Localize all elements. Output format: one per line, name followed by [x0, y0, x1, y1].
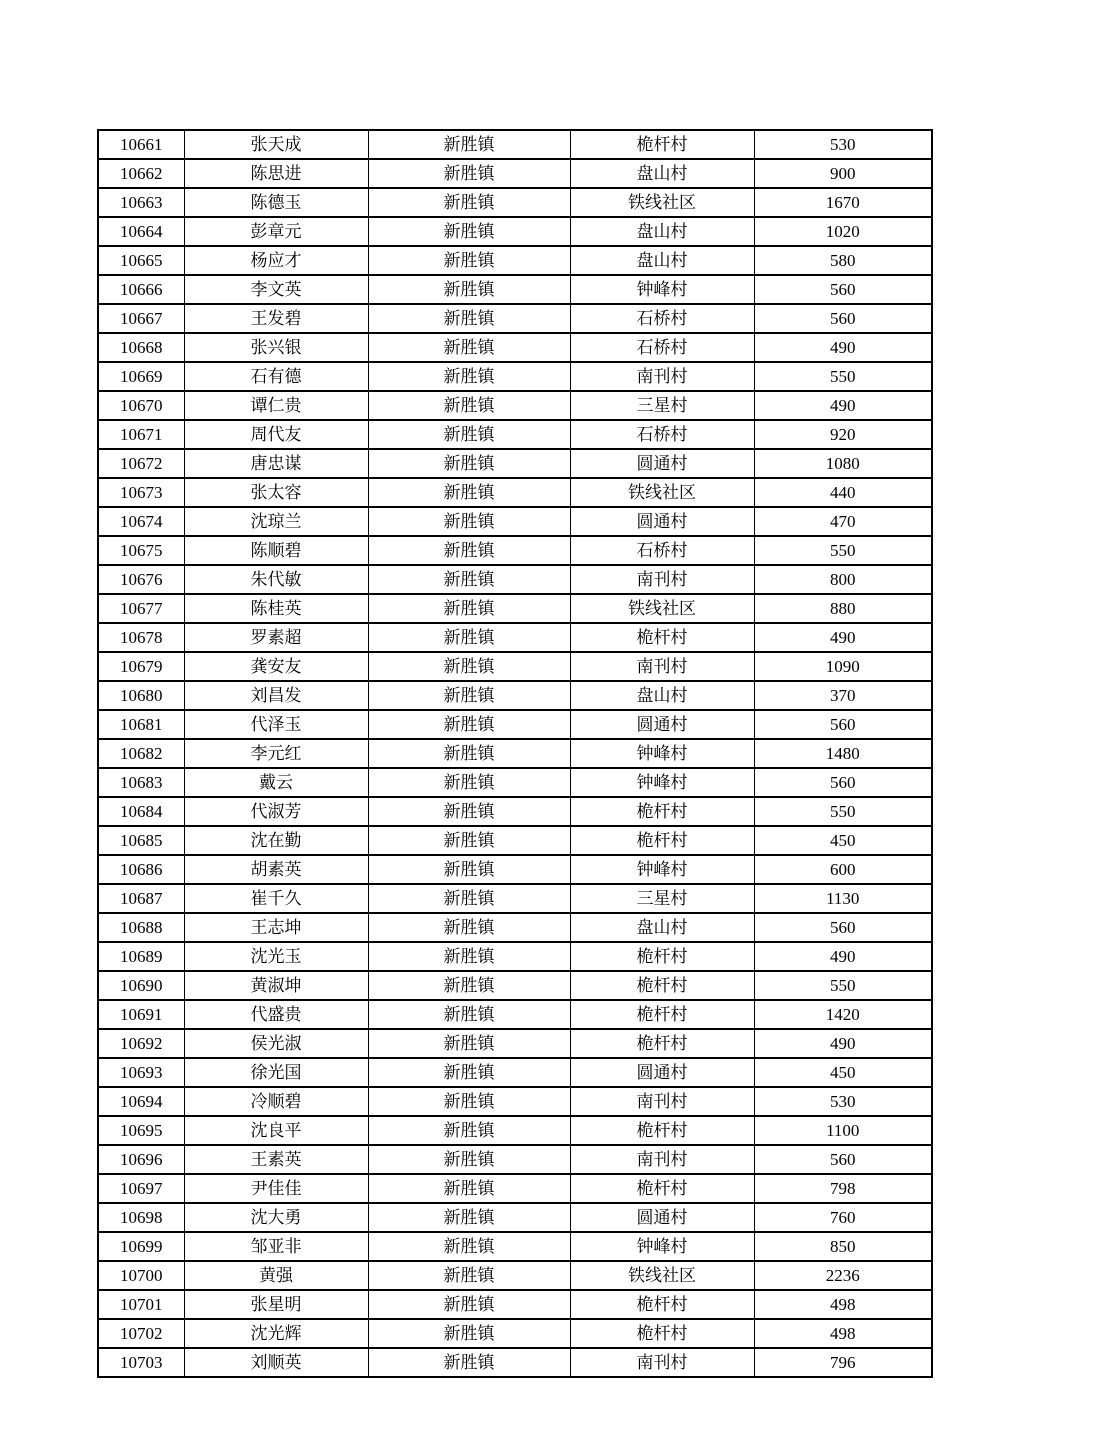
record-id-cell: 10685	[98, 826, 184, 855]
table-row	[98, 1087, 932, 1116]
table-row	[98, 739, 932, 768]
town-cell: 新胜镇	[368, 652, 570, 681]
town-cell: 新胜镇	[368, 159, 570, 188]
town-cell: 新胜镇	[368, 594, 570, 623]
village-cell: 桅杆村	[570, 1319, 754, 1348]
table-row	[98, 1174, 932, 1203]
village-cell: 钟峰村	[570, 739, 754, 768]
person-name-cell: 王素英	[184, 1145, 368, 1174]
person-name-cell: 陈德玉	[184, 188, 368, 217]
village-cell: 南刊村	[570, 362, 754, 391]
table-row	[98, 1348, 932, 1377]
table-row	[98, 710, 932, 739]
town-cell: 新胜镇	[368, 1290, 570, 1319]
table-row	[98, 130, 932, 159]
record-id-cell: 10676	[98, 565, 184, 594]
table-row	[98, 565, 932, 594]
table-row	[98, 507, 932, 536]
village-cell: 石桥村	[570, 304, 754, 333]
town-cell: 新胜镇	[368, 768, 570, 797]
town-cell: 新胜镇	[368, 739, 570, 768]
amount-cell: 900	[754, 159, 932, 188]
table-row	[98, 1232, 932, 1261]
village-cell: 桅杆村	[570, 623, 754, 652]
village-cell: 钟峰村	[570, 275, 754, 304]
table-row	[98, 594, 932, 623]
person-name-cell: 彭章元	[184, 217, 368, 246]
person-name-cell: 冷顺碧	[184, 1087, 368, 1116]
person-name-cell: 崔千久	[184, 884, 368, 913]
record-id-cell: 10662	[98, 159, 184, 188]
record-id-cell: 10674	[98, 507, 184, 536]
table-row	[98, 971, 932, 1000]
record-id-cell: 10688	[98, 913, 184, 942]
village-cell: 南刊村	[570, 652, 754, 681]
person-name-cell: 代泽玉	[184, 710, 368, 739]
village-cell: 圆通村	[570, 1058, 754, 1087]
record-id-cell: 10700	[98, 1261, 184, 1290]
table-row	[98, 333, 932, 362]
town-cell: 新胜镇	[368, 1000, 570, 1029]
town-cell: 新胜镇	[368, 333, 570, 362]
table-row	[98, 217, 932, 246]
village-cell: 圆通村	[570, 449, 754, 478]
record-id-cell: 10693	[98, 1058, 184, 1087]
amount-cell: 498	[754, 1319, 932, 1348]
amount-cell: 1090	[754, 652, 932, 681]
table-row	[98, 362, 932, 391]
town-cell: 新胜镇	[368, 1232, 570, 1261]
person-name-cell: 胡素英	[184, 855, 368, 884]
table-row	[98, 420, 932, 449]
person-name-cell: 谭仁贵	[184, 391, 368, 420]
village-cell: 钟峰村	[570, 768, 754, 797]
record-id-cell: 10665	[98, 246, 184, 275]
table-row	[98, 478, 932, 507]
amount-cell: 470	[754, 507, 932, 536]
town-cell: 新胜镇	[368, 1029, 570, 1058]
amount-cell: 550	[754, 362, 932, 391]
person-name-cell: 侯光淑	[184, 1029, 368, 1058]
town-cell: 新胜镇	[368, 913, 570, 942]
record-id-cell: 10695	[98, 1116, 184, 1145]
person-name-cell: 王志坤	[184, 913, 368, 942]
table-row	[98, 1203, 932, 1232]
person-name-cell: 李元红	[184, 739, 368, 768]
town-cell: 新胜镇	[368, 275, 570, 304]
amount-cell: 490	[754, 942, 932, 971]
record-id-cell: 10673	[98, 478, 184, 507]
amount-cell: 560	[754, 768, 932, 797]
person-name-cell: 陈顺碧	[184, 536, 368, 565]
table-row	[98, 188, 932, 217]
amount-cell: 560	[754, 710, 932, 739]
person-name-cell: 周代友	[184, 420, 368, 449]
amount-cell: 550	[754, 536, 932, 565]
town-cell: 新胜镇	[368, 1348, 570, 1377]
town-cell: 新胜镇	[368, 942, 570, 971]
town-cell: 新胜镇	[368, 855, 570, 884]
village-cell: 南刊村	[570, 1145, 754, 1174]
record-id-cell: 10689	[98, 942, 184, 971]
village-cell: 南刊村	[570, 565, 754, 594]
records-table	[97, 129, 933, 1378]
person-name-cell: 陈思进	[184, 159, 368, 188]
person-name-cell: 刘昌发	[184, 681, 368, 710]
record-id-cell: 10670	[98, 391, 184, 420]
town-cell: 新胜镇	[368, 449, 570, 478]
village-cell: 铁线社区	[570, 1261, 754, 1290]
town-cell: 新胜镇	[368, 710, 570, 739]
person-name-cell: 黄淑坤	[184, 971, 368, 1000]
record-id-cell: 10703	[98, 1348, 184, 1377]
record-id-cell: 10701	[98, 1290, 184, 1319]
village-cell: 桅杆村	[570, 1116, 754, 1145]
record-id-cell: 10667	[98, 304, 184, 333]
amount-cell: 450	[754, 826, 932, 855]
record-id-cell: 10679	[98, 652, 184, 681]
record-id-cell: 10694	[98, 1087, 184, 1116]
village-cell: 石桥村	[570, 536, 754, 565]
record-id-cell: 10683	[98, 768, 184, 797]
village-cell: 石桥村	[570, 420, 754, 449]
village-cell: 盘山村	[570, 159, 754, 188]
table-row	[98, 768, 932, 797]
record-id-cell: 10692	[98, 1029, 184, 1058]
town-cell: 新胜镇	[368, 1174, 570, 1203]
record-id-cell: 10668	[98, 333, 184, 362]
village-cell: 钟峰村	[570, 1232, 754, 1261]
amount-cell: 880	[754, 594, 932, 623]
village-cell: 三星村	[570, 391, 754, 420]
record-id-cell: 10691	[98, 1000, 184, 1029]
amount-cell: 550	[754, 971, 932, 1000]
record-id-cell: 10669	[98, 362, 184, 391]
table-row	[98, 246, 932, 275]
record-id-cell: 10680	[98, 681, 184, 710]
person-name-cell: 王发碧	[184, 304, 368, 333]
amount-cell: 2236	[754, 1261, 932, 1290]
amount-cell: 560	[754, 1145, 932, 1174]
amount-cell: 490	[754, 333, 932, 362]
village-cell: 钟峰村	[570, 855, 754, 884]
amount-cell: 560	[754, 275, 932, 304]
amount-cell: 760	[754, 1203, 932, 1232]
town-cell: 新胜镇	[368, 188, 570, 217]
person-name-cell: 尹佳佳	[184, 1174, 368, 1203]
town-cell: 新胜镇	[368, 565, 570, 594]
person-name-cell: 徐光国	[184, 1058, 368, 1087]
record-id-cell: 10666	[98, 275, 184, 304]
table-row	[98, 1145, 932, 1174]
person-name-cell: 代盛贵	[184, 1000, 368, 1029]
record-id-cell: 10671	[98, 420, 184, 449]
village-cell: 圆通村	[570, 507, 754, 536]
table-row	[98, 623, 932, 652]
amount-cell: 580	[754, 246, 932, 275]
records-table-body	[98, 130, 932, 1377]
town-cell: 新胜镇	[368, 420, 570, 449]
amount-cell: 1670	[754, 188, 932, 217]
town-cell: 新胜镇	[368, 246, 570, 275]
town-cell: 新胜镇	[368, 217, 570, 246]
village-cell: 桅杆村	[570, 1000, 754, 1029]
village-cell: 三星村	[570, 884, 754, 913]
table-row	[98, 1261, 932, 1290]
amount-cell: 490	[754, 1029, 932, 1058]
village-cell: 圆通村	[570, 710, 754, 739]
person-name-cell: 唐忠谋	[184, 449, 368, 478]
village-cell: 盘山村	[570, 246, 754, 275]
amount-cell: 440	[754, 478, 932, 507]
table-row	[98, 1058, 932, 1087]
village-cell: 桅杆村	[570, 942, 754, 971]
record-id-cell: 10677	[98, 594, 184, 623]
village-cell: 盘山村	[570, 913, 754, 942]
amount-cell: 1100	[754, 1116, 932, 1145]
table-row	[98, 536, 932, 565]
record-id-cell: 10675	[98, 536, 184, 565]
town-cell: 新胜镇	[368, 1058, 570, 1087]
table-row	[98, 159, 932, 188]
table-row	[98, 797, 932, 826]
amount-cell: 796	[754, 1348, 932, 1377]
town-cell: 新胜镇	[368, 826, 570, 855]
town-cell: 新胜镇	[368, 623, 570, 652]
table-row	[98, 1290, 932, 1319]
town-cell: 新胜镇	[368, 478, 570, 507]
person-name-cell: 邹亚非	[184, 1232, 368, 1261]
town-cell: 新胜镇	[368, 362, 570, 391]
record-id-cell: 10697	[98, 1174, 184, 1203]
amount-cell: 800	[754, 565, 932, 594]
town-cell: 新胜镇	[368, 1319, 570, 1348]
town-cell: 新胜镇	[368, 1116, 570, 1145]
town-cell: 新胜镇	[368, 1261, 570, 1290]
table-row	[98, 304, 932, 333]
person-name-cell: 沈大勇	[184, 1203, 368, 1232]
person-name-cell: 黄强	[184, 1261, 368, 1290]
village-cell: 铁线社区	[570, 478, 754, 507]
amount-cell: 1480	[754, 739, 932, 768]
amount-cell: 1020	[754, 217, 932, 246]
record-id-cell: 10672	[98, 449, 184, 478]
village-cell: 桅杆村	[570, 797, 754, 826]
amount-cell: 370	[754, 681, 932, 710]
person-name-cell: 罗素超	[184, 623, 368, 652]
table-row	[98, 913, 932, 942]
person-name-cell: 沈光玉	[184, 942, 368, 971]
table-row	[98, 681, 932, 710]
village-cell: 桅杆村	[570, 1290, 754, 1319]
record-id-cell: 10664	[98, 217, 184, 246]
amount-cell: 490	[754, 391, 932, 420]
village-cell: 铁线社区	[570, 594, 754, 623]
table-row	[98, 855, 932, 884]
amount-cell: 498	[754, 1290, 932, 1319]
table-row	[98, 826, 932, 855]
amount-cell: 1080	[754, 449, 932, 478]
table-row	[98, 1000, 932, 1029]
village-cell: 南刊村	[570, 1348, 754, 1377]
record-id-cell: 10699	[98, 1232, 184, 1261]
village-cell: 桅杆村	[570, 971, 754, 1000]
village-cell: 盘山村	[570, 681, 754, 710]
village-cell: 圆通村	[570, 1203, 754, 1232]
town-cell: 新胜镇	[368, 1203, 570, 1232]
record-id-cell: 10661	[98, 130, 184, 159]
table-row	[98, 1319, 932, 1348]
person-name-cell: 张太容	[184, 478, 368, 507]
record-id-cell: 10682	[98, 739, 184, 768]
person-name-cell: 沈琼兰	[184, 507, 368, 536]
village-cell: 石桥村	[570, 333, 754, 362]
person-name-cell: 陈桂英	[184, 594, 368, 623]
town-cell: 新胜镇	[368, 1145, 570, 1174]
amount-cell: 920	[754, 420, 932, 449]
person-name-cell: 朱代敏	[184, 565, 368, 594]
person-name-cell: 杨应才	[184, 246, 368, 275]
person-name-cell: 张星明	[184, 1290, 368, 1319]
person-name-cell: 代淑芳	[184, 797, 368, 826]
person-name-cell: 沈在勤	[184, 826, 368, 855]
person-name-cell: 石有德	[184, 362, 368, 391]
record-id-cell: 10696	[98, 1145, 184, 1174]
amount-cell: 450	[754, 1058, 932, 1087]
town-cell: 新胜镇	[368, 1087, 570, 1116]
village-cell: 桅杆村	[570, 826, 754, 855]
town-cell: 新胜镇	[368, 507, 570, 536]
record-id-cell: 10687	[98, 884, 184, 913]
amount-cell: 560	[754, 913, 932, 942]
town-cell: 新胜镇	[368, 797, 570, 826]
town-cell: 新胜镇	[368, 884, 570, 913]
table-row	[98, 942, 932, 971]
person-name-cell: 张兴银	[184, 333, 368, 362]
record-id-cell: 10698	[98, 1203, 184, 1232]
village-cell: 桅杆村	[570, 130, 754, 159]
town-cell: 新胜镇	[368, 130, 570, 159]
table-row	[98, 391, 932, 420]
table-row	[98, 1029, 932, 1058]
record-id-cell: 10686	[98, 855, 184, 884]
table-row	[98, 1116, 932, 1145]
town-cell: 新胜镇	[368, 304, 570, 333]
village-cell: 盘山村	[570, 217, 754, 246]
village-cell: 铁线社区	[570, 188, 754, 217]
table-row	[98, 884, 932, 913]
village-cell: 桅杆村	[570, 1174, 754, 1203]
amount-cell: 850	[754, 1232, 932, 1261]
amount-cell: 1420	[754, 1000, 932, 1029]
person-name-cell: 李文英	[184, 275, 368, 304]
record-id-cell: 10663	[98, 188, 184, 217]
table-row	[98, 652, 932, 681]
person-name-cell: 戴云	[184, 768, 368, 797]
person-name-cell: 龚安友	[184, 652, 368, 681]
town-cell: 新胜镇	[368, 681, 570, 710]
town-cell: 新胜镇	[368, 536, 570, 565]
amount-cell: 1130	[754, 884, 932, 913]
amount-cell: 798	[754, 1174, 932, 1203]
record-id-cell: 10684	[98, 797, 184, 826]
record-id-cell: 10681	[98, 710, 184, 739]
person-name-cell: 沈良平	[184, 1116, 368, 1145]
record-id-cell: 10690	[98, 971, 184, 1000]
amount-cell: 530	[754, 130, 932, 159]
town-cell: 新胜镇	[368, 971, 570, 1000]
village-cell: 桅杆村	[570, 1029, 754, 1058]
table-row	[98, 275, 932, 304]
record-id-cell: 10678	[98, 623, 184, 652]
amount-cell: 600	[754, 855, 932, 884]
person-name-cell: 刘顺英	[184, 1348, 368, 1377]
person-name-cell: 沈光辉	[184, 1319, 368, 1348]
amount-cell: 560	[754, 304, 932, 333]
record-id-cell: 10702	[98, 1319, 184, 1348]
person-name-cell: 张天成	[184, 130, 368, 159]
amount-cell: 530	[754, 1087, 932, 1116]
town-cell: 新胜镇	[368, 391, 570, 420]
amount-cell: 490	[754, 623, 932, 652]
amount-cell: 550	[754, 797, 932, 826]
village-cell: 南刊村	[570, 1087, 754, 1116]
table-row	[98, 449, 932, 478]
